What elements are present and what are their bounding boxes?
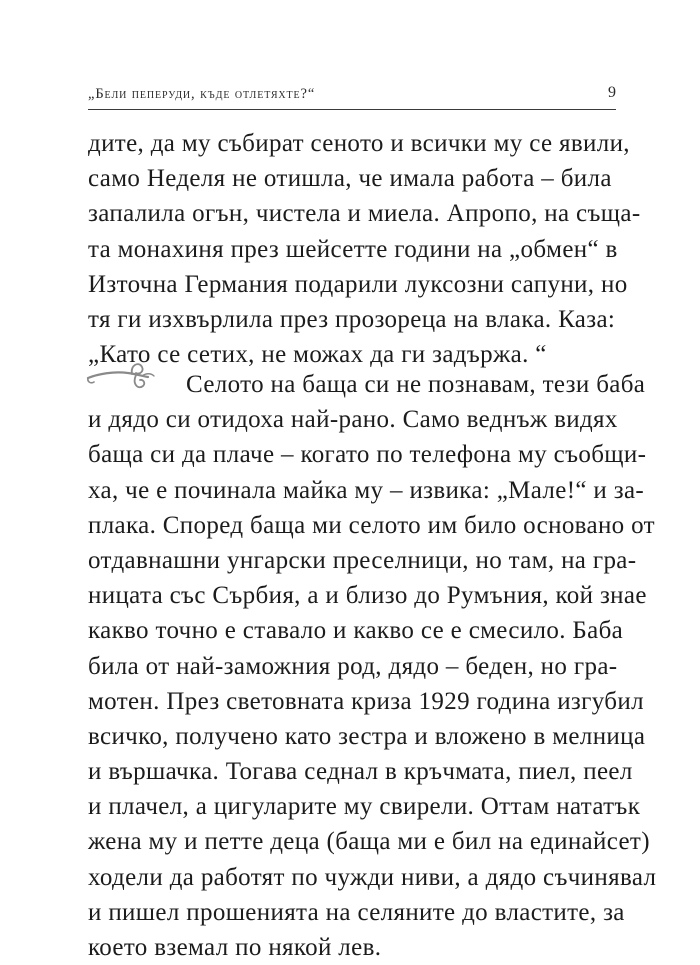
text-line: и дядо си отидоха най-рано. Само веднъж видях	[88, 406, 618, 434]
text-line: запалила огън, чистела и миела. Апропо, на съща-	[88, 200, 641, 228]
text-line: баща си да плаче – когато по телефона му съобщи-	[88, 441, 647, 469]
text-line: ходели да работят по чужди ниви, а дядо съчинявал	[88, 863, 657, 891]
text-line: само Неделя не отишла, че имала работа – била	[88, 165, 612, 193]
text-line: мотен. През световната криза 1929 година изгубил	[88, 687, 644, 715]
text-line: ницата със Сърбия, а и близо до Румъния, кой знае	[88, 582, 647, 610]
text-line: тя ги изхвърлила през прозореца на влака. Каза:	[88, 305, 616, 333]
text-line: и плачел, а цигуларите му свирели. Оттам нататък	[88, 793, 641, 821]
text-line: Източна Германия подарили луксозни сапуни, но	[88, 270, 628, 298]
text-line: какво точно е ставало и какво се е смесило. Баба	[88, 617, 624, 645]
text-line: „Като се сетих, не можах да ги задържа. “	[88, 341, 547, 369]
text-line: плака. Според баща ми селото им било основано от	[88, 511, 655, 539]
text-line: и пишел прошенията на селяните до властите, за	[88, 898, 625, 926]
text-line: ха, че е починала майка му – извика: „Мале!“ и за-	[88, 476, 645, 504]
paragraph	[88, 367, 657, 965]
running-title: „Бели пеперуди, къде отлетяхте?“	[88, 86, 316, 102]
text-line: всичко, получено като зестра и вложено в мелница	[88, 722, 646, 750]
text-line: дите, да му събират сеното и всички му се явили,	[88, 130, 630, 157]
text-line: та монахиня през шейсетте години на „обмен“ в	[88, 235, 618, 263]
text-line: отдавнашни унгарски преселници, но там, на гра-	[88, 546, 637, 574]
page-number: 9	[608, 84, 616, 101]
header-rule	[88, 109, 616, 110]
text-line: Селото на баща си не познавам, тези баба	[186, 371, 646, 398]
text-line: което вземал по някой лев.	[88, 934, 382, 961]
text-line: жена му и петте деца (баща ми е бил на единайсет)	[88, 828, 650, 856]
paragraph-continued	[88, 126, 641, 372]
text-line: и вършачка. Тогава седнал в кръчмата, пиел, пеел	[88, 758, 633, 786]
text-line: била от най-заможния род, дядо – беден, но гра-	[88, 652, 618, 680]
running-header	[88, 86, 616, 106]
